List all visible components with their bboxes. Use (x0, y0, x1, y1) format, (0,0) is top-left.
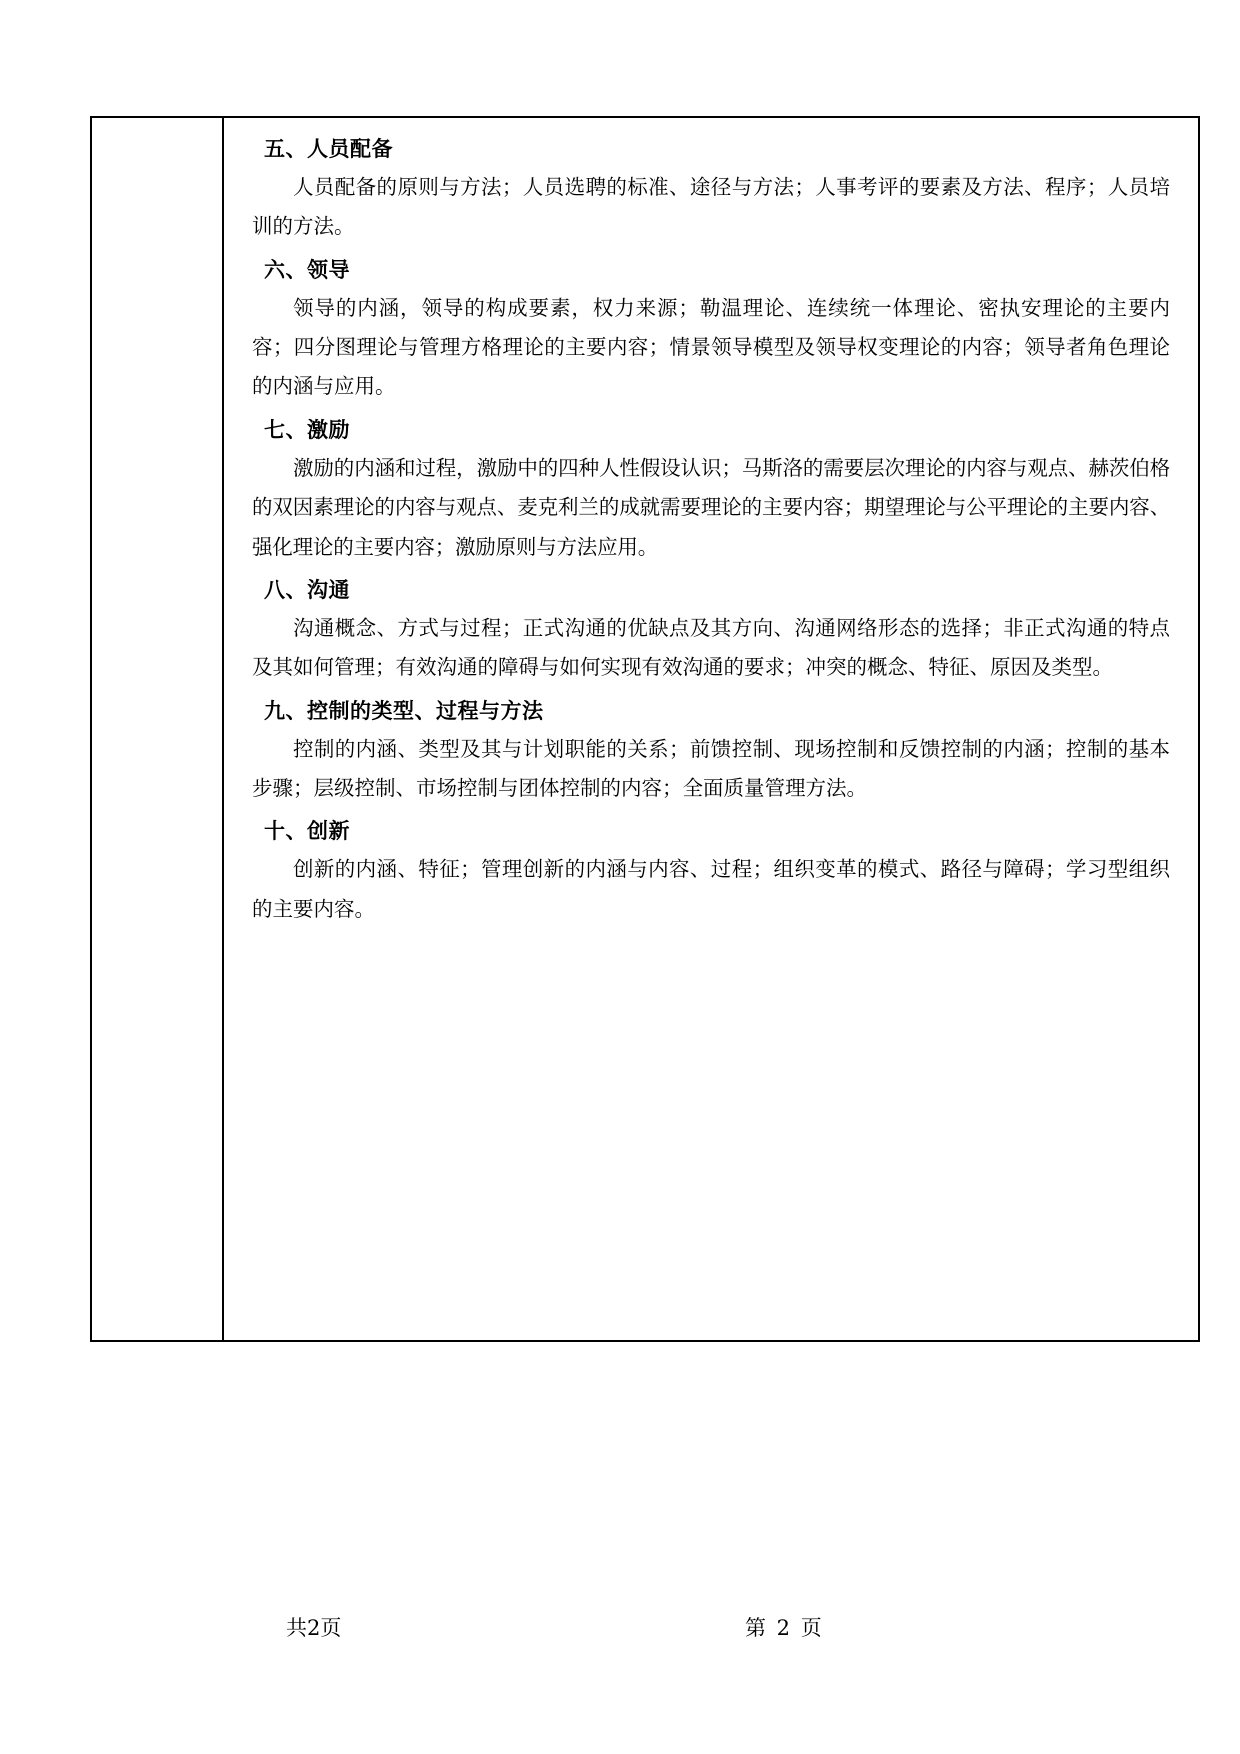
label-column-text (92, 118, 222, 1318)
footer-total-pages: 共2页 (286, 1616, 342, 1640)
section-10 (248, 814, 1174, 929)
footer-current-page: 第 2 页 (745, 1616, 824, 1640)
section-6 (248, 253, 1174, 407)
section-5-body: 人员配备的原则与方法；人员选聘的标准、途径与方法；人事考评的要素及方法、程序；人员培训的方法。 (252, 175, 1170, 239)
section-8-body: 沟通概念、方式与过程；正式沟通的优缺点及其方向、沟通网络形态的选择；非正式沟通的特点及其如何管理；有效沟通的障碍与如何实现有效沟通的要求；冲突的概念、特征、原因及类型。 (252, 615, 1170, 680)
section-6-body: 领导的内涵，领导的构成要素，权力来源；勒温理论、连续统一体理论、密执安理论的主要内容；四分图理论与管理方格理论的主要内容；情景领导模型及领导权变理论的内容；领导者角色理论的内涵与应用。 (252, 295, 1170, 399)
section-9-body: 控制的内涵、类型及其与计划职能的关系；前馈控制、现场控制和反馈控制的内涵；控制的基本步骤；层级控制、市场控制与团体控制的内容；全面质量管理方法。 (252, 736, 1170, 801)
section-5-heading: 五、人员配备 (264, 137, 393, 161)
table-cell-content (223, 117, 1199, 1341)
section-7-heading: 七、激励 (264, 417, 350, 442)
page-footer (90, 1612, 1150, 1652)
section-8 (248, 573, 1174, 688)
section-7-body: 激励的内涵和过程，激励中的四种人性假设认识；马斯洛的需要层次理论的内容与观点、赫茨伯格的双因素理论的内容与观点、麦克利兰的成就需要理论的主要内容；期望理论与公平理论的主要内容、强化理论的主要内容；激励原则与方法应用。 (252, 455, 1170, 559)
section-10-heading: 十、创新 (264, 819, 350, 844)
section-9 (248, 694, 1174, 809)
table-row (91, 117, 1199, 1341)
syllabus-table (90, 116, 1200, 1342)
section-8-heading: 八、沟通 (264, 577, 350, 602)
section-5 (248, 132, 1174, 247)
table-cell-label (91, 117, 223, 1341)
section-6-heading: 六、领导 (264, 257, 350, 282)
section-10-body: 创新的内涵、特征；管理创新的内涵与内容、过程；组织变革的模式、路径与障碍；学习型组织的主要内容。 (252, 857, 1170, 921)
section-7 (248, 413, 1174, 567)
section-9-heading: 九、控制的类型、过程与方法 (264, 698, 544, 723)
